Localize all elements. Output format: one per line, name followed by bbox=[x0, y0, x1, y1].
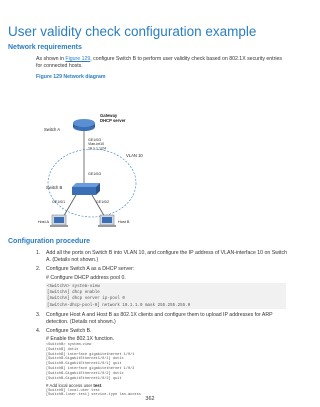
comment-2-pre: # Add local access user bbox=[46, 383, 94, 388]
configuration-procedure-heading: Configuration procedure bbox=[8, 238, 91, 245]
step-2-code-block bbox=[46, 283, 286, 309]
switch-b-icon bbox=[72, 183, 100, 195]
vlan-label: VLAN 10 bbox=[126, 153, 143, 158]
page-number: 362 bbox=[145, 396, 155, 402]
host-a-label: Host A bbox=[37, 220, 49, 224]
step-4-code-2: [SwitchB] local-user test [SwitchB-luser-test] service-type lan-access bbox=[46, 389, 141, 398]
host-b-icon bbox=[98, 215, 116, 227]
step-4-number: 4. bbox=[36, 328, 41, 334]
network-requirements-heading: Network requirements bbox=[8, 44, 82, 51]
comment-2-post: . bbox=[101, 383, 103, 388]
switch-b-label: Switch B bbox=[46, 185, 63, 190]
step-4-code: <SwitchB> system-view [SwitchB] dot1x [SwitchB] interface gigabitethernet 1/0/1 [SwitchB-GigabitEthernet1/0/1] dot1x [SwitchB-GigabitEthernet1/0/1] quit [SwitchB] interface gigabitethernet 1/0/2 [SwitchB-GigabitEthernet1/0/2] dot1x [SwitchB-GigabitEthernet1/0/2] quit bbox=[46, 343, 135, 381]
step-2-text: Configure Switch A as a DHCP server: bbox=[46, 266, 135, 272]
step-3-number: 3. bbox=[36, 312, 41, 318]
step-2-comment: # Configure DHCP address pool 0. bbox=[46, 275, 126, 281]
page-title: User validity check configuration example bbox=[8, 24, 257, 39]
network-requirements-text bbox=[36, 56, 288, 70]
gateway-label: Gateway DHCP server bbox=[100, 113, 126, 123]
host-b-label: Host B bbox=[118, 220, 130, 224]
link-a-ports-label: GE1/0/3 Vlan-int10 10.1.1.1/24 bbox=[88, 138, 106, 151]
step-1-number: 1. bbox=[36, 250, 41, 256]
switch-a-icon bbox=[73, 119, 95, 131]
requirements-text-pre: As shown in bbox=[36, 56, 66, 62]
port-right-label: GE1/0/2 bbox=[96, 200, 110, 204]
figure-129-link[interactable]: Figure 129 bbox=[65, 56, 91, 62]
link-b-port-label: GE1/0/3 bbox=[88, 172, 102, 176]
step-3-text: Configure Host A and Host B as 802.1X clients and configure them to upload IP addresses for ARP detection. (Details not shown.) bbox=[46, 312, 273, 325]
step-4-comment-2 bbox=[46, 383, 102, 388]
figure-caption: Figure 129 Network diagram bbox=[36, 74, 106, 80]
port-left-label: GE1/0/1 bbox=[52, 200, 66, 204]
switch-a-label: Switch A bbox=[44, 127, 61, 132]
step-4-text: Configure Switch B. bbox=[46, 328, 92, 334]
comment-2-bold: test bbox=[93, 383, 102, 388]
requirements-text-post: , configure Switch B to perform user validity check based on 802.1X security entries for connected hosts. bbox=[36, 56, 282, 69]
step-2-number: 2. bbox=[36, 266, 41, 272]
step-4-comment: # Enable the 802.1X function. bbox=[46, 336, 115, 342]
host-a-icon bbox=[50, 215, 68, 227]
step-1-text: Add all the ports on Switch B into VLAN 10, and configure the IP address of VLAN-interface 10 on Switch A. (Details not shown.) bbox=[46, 250, 287, 263]
step-2-code: <SwitchA> system-view [SwitchA] dhcp enable [SwitchA] dhcp server ip-pool 0 [SwitchA-dhcp-pool-0] network 10.1.1.0 mask 255.255.255.0 bbox=[47, 285, 191, 308]
network-diagram bbox=[36, 107, 266, 229]
